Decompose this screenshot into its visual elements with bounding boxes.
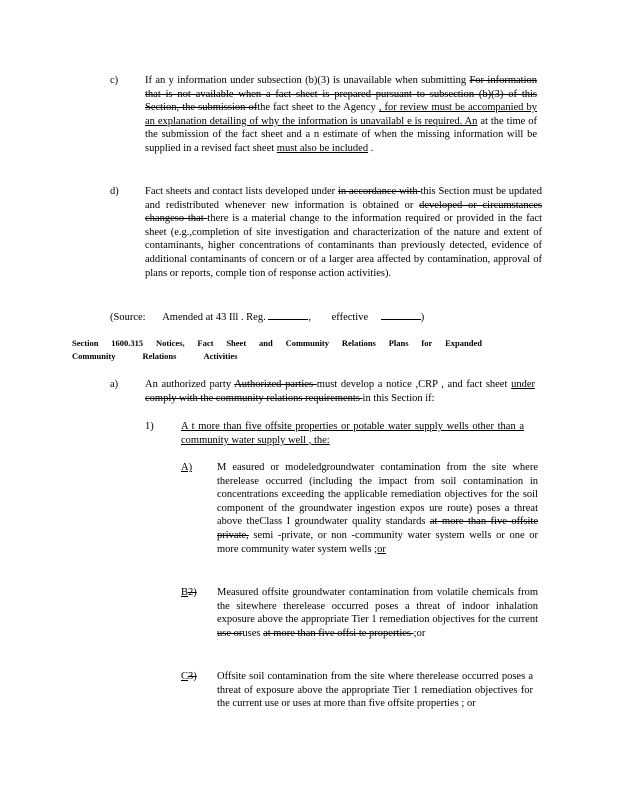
para-c-text-3: at the time of the submission of the fact sheet and a n estimate of when the missing information will be supplied in a revised fact sheet [145, 115, 537, 154]
item-b-label-old: 2) [188, 587, 197, 598]
para-a-text-2: must develop a notice ,CRP , and fact sheet [316, 379, 512, 390]
item-a-deleted-1: at more than five offsite private, [217, 516, 538, 541]
item-1-inserted: A t more than five offsite properties or potable water supply wells other than a community water supply well , the: [181, 421, 524, 446]
section-title-word: Relations [341, 338, 376, 348]
source-effective: effective [331, 312, 369, 323]
source-line [110, 309, 440, 325]
item-a-label: A) [181, 462, 193, 473]
item-1-text [181, 420, 524, 447]
para-c-deleted-1: For information that is not available when a fact sheet is prepared pursuant to subsection (b)(3) of this Section, the submission of [145, 75, 537, 114]
item-b-label-new: B [181, 587, 189, 598]
section-word: Section [72, 338, 99, 348]
para-c-text-1: If an y information under subsection (b)(3) is unavailable when submitting [145, 75, 470, 86]
para-d-text-3: there is a material change to the information required or provided in the fact sheet (e.g.,completion of site investigation and characterization of the nature and extent of contaminants, higher concentrations of contaminants than previously detected, evidence of additional contaminants of concern or of a larger area affected by contamination, approval of plans or reports, comple tion of response action activities). [145, 213, 542, 279]
section-title-word: Community [72, 351, 116, 361]
section-title-word: Fact [197, 338, 214, 348]
section-title-word: Sheet [226, 338, 247, 348]
item-b-text-3: ;or [413, 627, 426, 639]
para-c-label: c) [110, 75, 119, 86]
section-heading-line-2 [72, 351, 492, 362]
section-title-word: Activities [203, 351, 238, 361]
section-title-word: Plans [388, 338, 409, 348]
item-c-text-1: Offsite soil contamination from the site where therelease occurred poses a threat of exposure above the appropriate Tier 1 remediation objectives for the current use or uses at more than five offsite properties ; or [217, 671, 533, 710]
para-c-inserted-1: , for review must be accompanied by an explanation detailing of why the information is unavailabl e is required. An [145, 102, 537, 127]
para-c-text-4: . [368, 142, 374, 154]
para-a-text-3: in this Section if: [362, 392, 435, 404]
item-b-deleted-2: at more than five offsi te properties [263, 627, 414, 639]
source-effective-blank [381, 309, 421, 320]
section-heading-line-1 [72, 338, 482, 349]
para-d-deleted-1: in accordance with [337, 186, 421, 197]
item-c-label [181, 670, 197, 684]
section-title-word: Community [285, 338, 330, 348]
para-a-inserted-1: under [511, 379, 535, 390]
para-a-text [145, 378, 535, 405]
section-title-word: and [259, 338, 273, 348]
para-d-text-1: Fact sheets and contact lists developed under [145, 186, 338, 197]
section-title-word: Relations [142, 351, 177, 361]
item-c-label-old: 3) [188, 671, 197, 682]
para-c-text-2: the fact sheet to the Agency [257, 102, 379, 114]
para-a-label: a) [110, 379, 119, 390]
item-a-inserted-1: or [377, 543, 386, 555]
item-b-text-2: uses [242, 627, 264, 639]
item-a-text [217, 461, 538, 556]
item-b-label [181, 586, 197, 600]
source-reg-blank [268, 309, 308, 320]
source-close: ) [420, 312, 425, 323]
item-a-text-2: semi -private, or non -community water system wells or one or more community water system wells ; [217, 529, 538, 555]
item-c-text [217, 670, 533, 711]
item-b-deleted-1: use or [217, 627, 243, 639]
item-c-label-new: C [181, 671, 189, 682]
item-1-label: 1) [145, 421, 154, 432]
para-d-text [145, 185, 542, 280]
item-b-text [217, 586, 538, 640]
source-open: (Source: [110, 312, 146, 323]
para-a-deleted-1: Authorized parties [234, 379, 317, 390]
section-title-word: for [421, 338, 433, 348]
source-amended: Amended at 43 Ill . Reg. [162, 312, 266, 323]
section-heading [72, 338, 492, 362]
para-c-text [145, 74, 537, 156]
para-a-text-1: An authorized party [145, 379, 235, 390]
item-b-text-1: Measured offsite groundwater contamination from volatile chemicals from the sitewhere therelease occurred poses a threat of indoor inhalation exposure above the appropriate Tier 1 remediation objectives for the current [217, 587, 538, 626]
section-title-word: Notices, [156, 338, 185, 348]
section-title-word: Expanded [445, 338, 482, 348]
item-a-text-1: M easured or modeledgroundwater contamination from the site where therelease occurred (including the impact from soil contamination in concentrations exceeding the applicable remediation objectives for the soil component of the groundwater ingestion expos ure route) poses a threat above theClass I groundwater quality standards [217, 462, 538, 528]
para-d-deleted-2: developed or circumstances changeso that [145, 199, 542, 225]
section-number: 1600.315 [111, 338, 144, 348]
source-comma: , [308, 312, 311, 323]
para-a-deleted-2: comply with the community relations requirements [145, 392, 363, 404]
para-c-inserted-2: must also be included [276, 142, 369, 154]
para-d-label: d) [110, 186, 119, 197]
para-d-text-2: this Section must be updated and redistributed whenever new information is obtained or [145, 186, 542, 211]
